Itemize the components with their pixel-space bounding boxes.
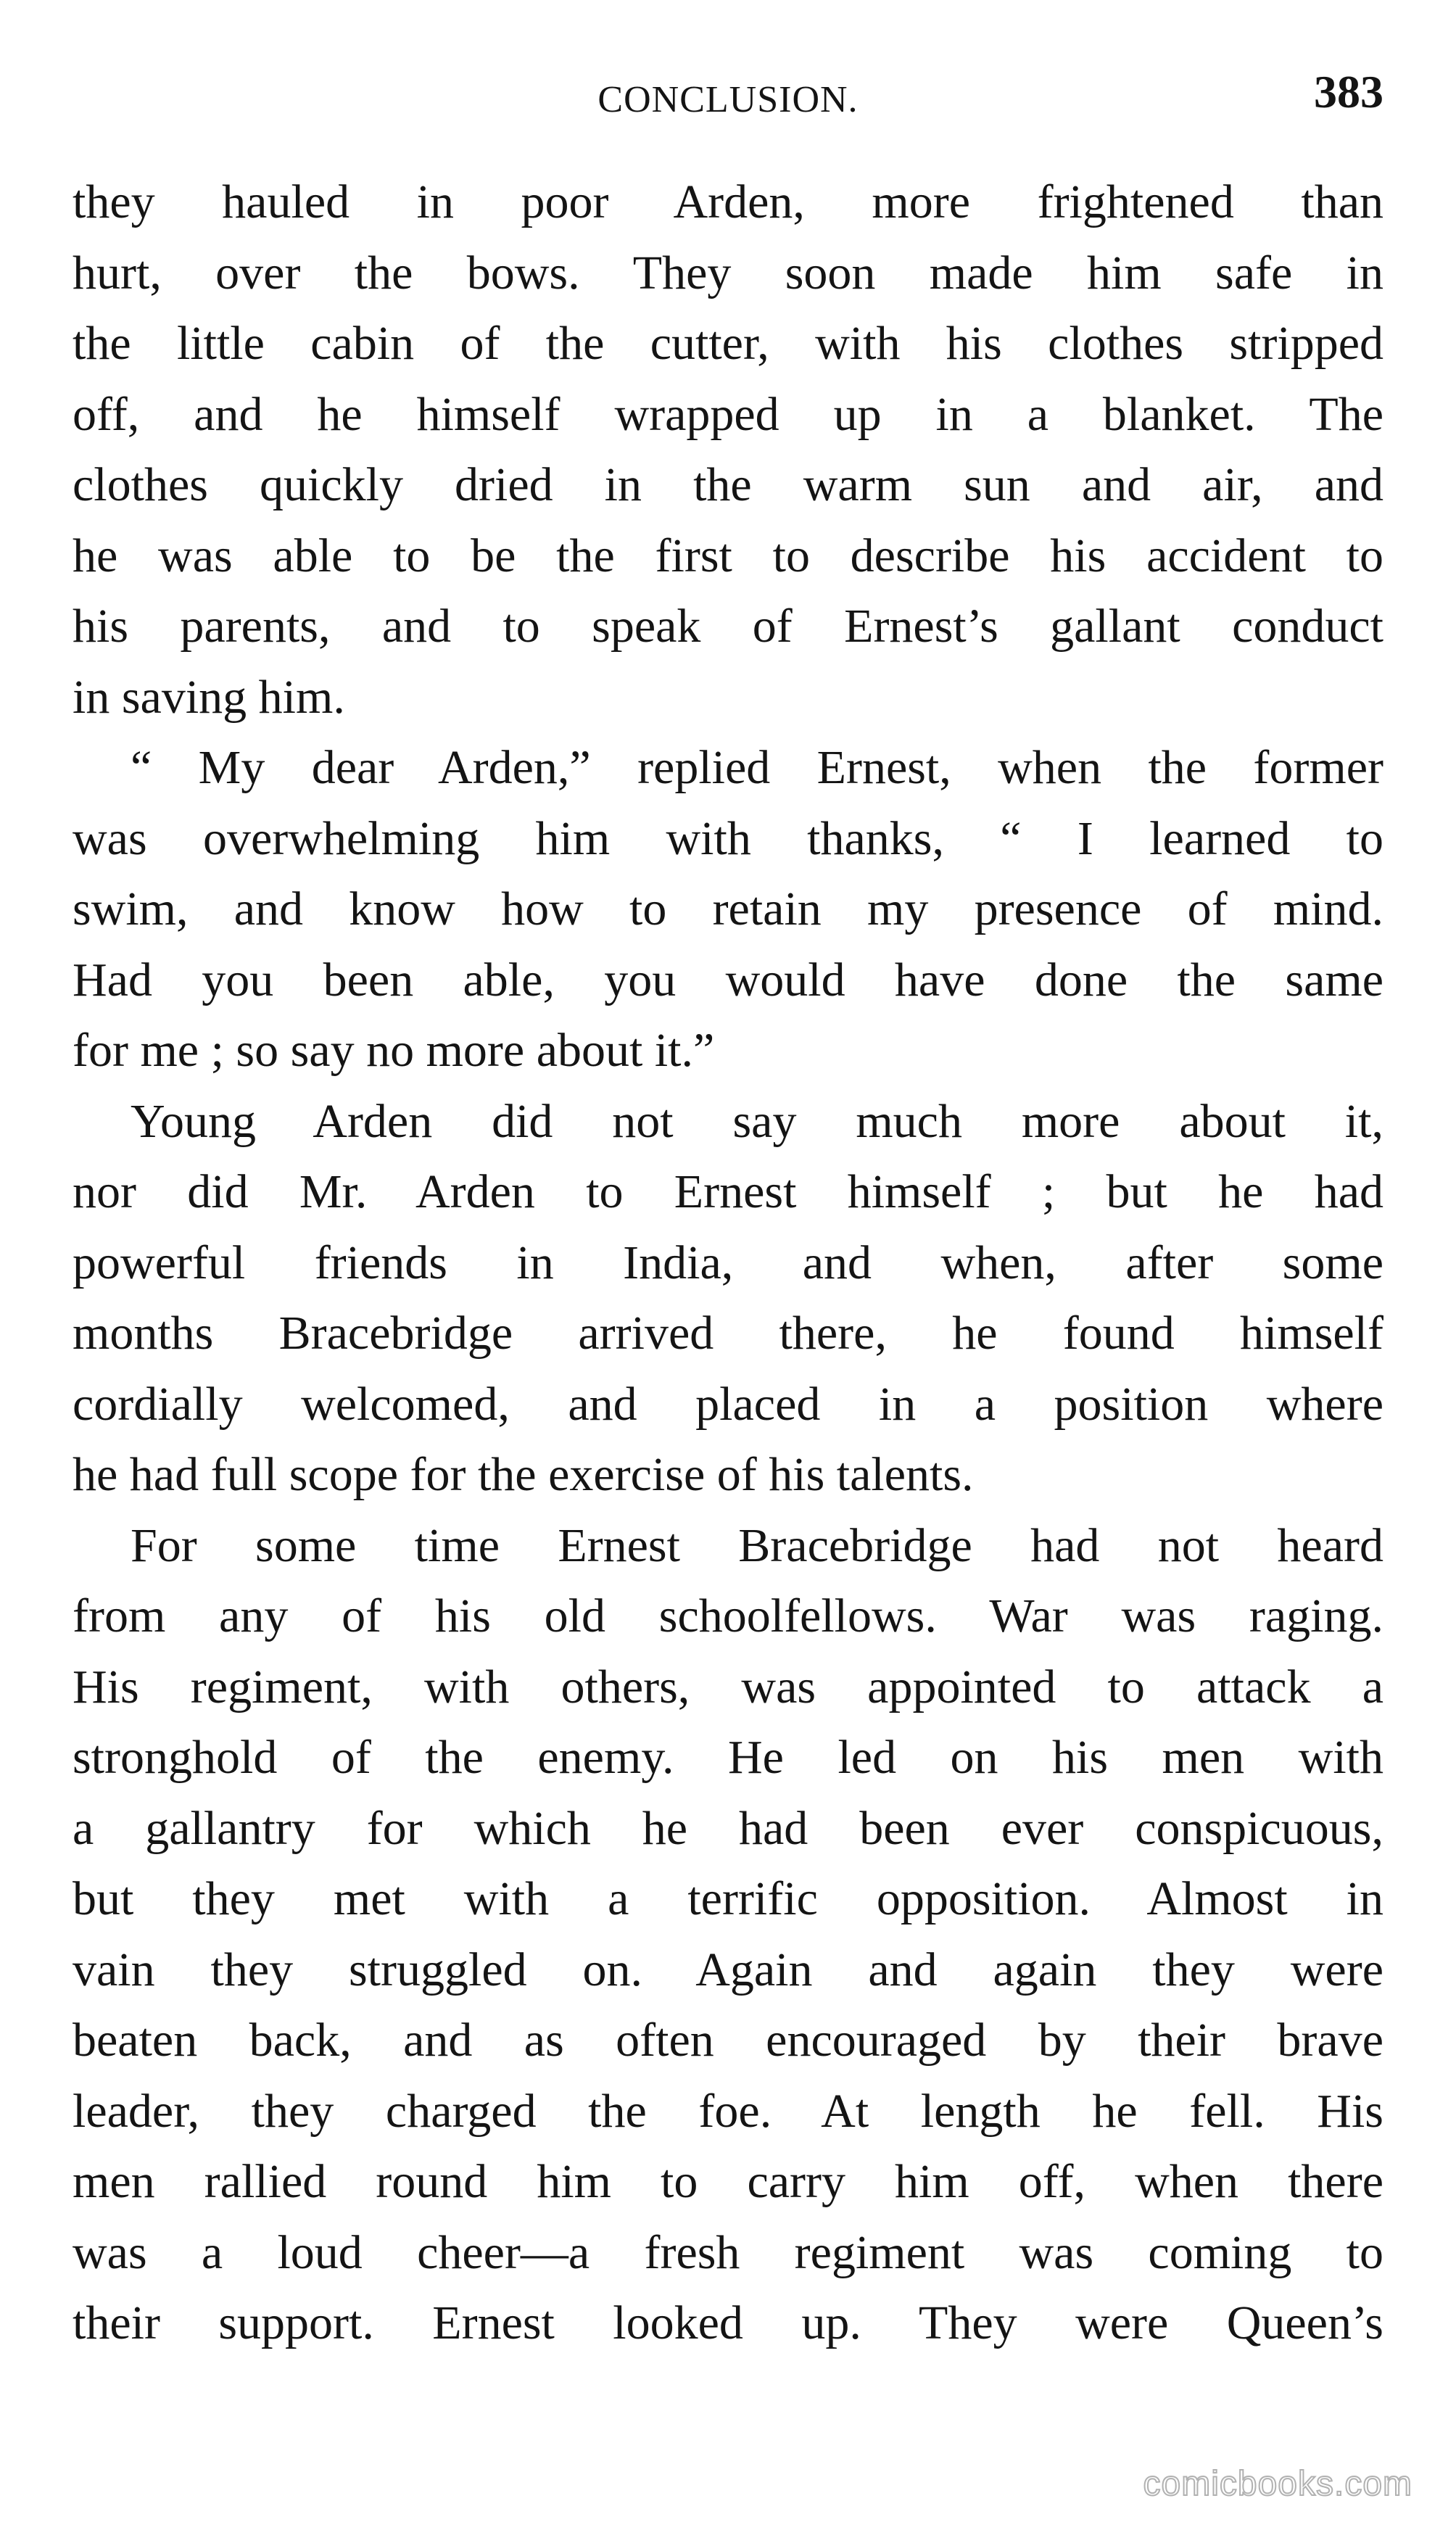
text-line: nor did Mr. Arden to Ernest himself ; but he had: [73, 1165, 1383, 1218]
text-line: in saving him.: [73, 670, 345, 724]
text-line: hurt, over the bows. They soon made him safe in: [73, 246, 1383, 299]
body-text: [73, 167, 1383, 2359]
text-line: their support. Ernest looked up. They were Queen’s: [73, 2296, 1383, 2349]
text-line: His regiment, with others, was appointed to attack a: [73, 1660, 1383, 1713]
text-line: but they met with a terrific opposition. Almost in: [73, 1872, 1383, 1925]
text-line: off, and he himself wrapped up in a blanket. The: [73, 387, 1383, 441]
text-line: stronghold of the enemy. He led on his men with: [73, 1731, 1383, 1784]
watermark: comicbooks.com: [1143, 2465, 1412, 2503]
running-head: [73, 65, 1383, 138]
text-line: leader, they charged the foe. At length he fell. His: [73, 2084, 1383, 2138]
text-line: vain they struggled on. Again and again they were: [73, 1943, 1383, 1996]
text-line: was a loud cheer—a fresh regiment was coming to: [73, 2225, 1383, 2279]
text-line: men rallied round him to carry him off, when there: [73, 2155, 1383, 2208]
text-line: they hauled in poor Arden, more frightened than: [73, 175, 1383, 228]
text-line: “ My dear Arden,” replied Ernest, when the former: [131, 741, 1383, 794]
page-number: 383: [1314, 66, 1383, 117]
text-line: clothes quickly dried in the warm sun and air, and: [73, 458, 1383, 511]
text-line: cordially welcomed, and placed in a position where: [73, 1377, 1383, 1431]
text-line: months Bracebridge arrived there, he found himself: [73, 1307, 1383, 1360]
text-line: his parents, and to speak of Ernest’s gallant conduct: [73, 600, 1383, 653]
text-line: was overwhelming him with thanks, “ I learned to: [73, 811, 1383, 865]
text-line: for me ; so say no more about it.”: [73, 1024, 715, 1077]
text-line: For some time Ernest Bracebridge had not heard: [131, 1518, 1383, 1572]
text-line: Young Arden did not say much more about it,: [131, 1094, 1383, 1148]
text-line: the little cabin of the cutter, with his clothes stripped: [73, 317, 1383, 370]
text-line: Had you been able, you would have done the same: [73, 953, 1383, 1006]
text-line: swim, and know how to retain my presence of mind.: [73, 882, 1383, 935]
text-line: beaten back, and as often encouraged by their brave: [73, 2014, 1383, 2067]
text-line: he had full scope for the exercise of his talents.: [73, 1448, 974, 1501]
text-line: powerful friends in India, and when, after some: [73, 1236, 1383, 1289]
running-title: CONCLUSION.: [597, 79, 859, 120]
text-line: a gallantry for which he had been ever conspicuous,: [73, 1801, 1383, 1855]
text-line: from any of his old schoolfellows. War was raging.: [73, 1589, 1383, 1642]
text-line: he was able to be the first to describe his accident to: [73, 529, 1383, 582]
